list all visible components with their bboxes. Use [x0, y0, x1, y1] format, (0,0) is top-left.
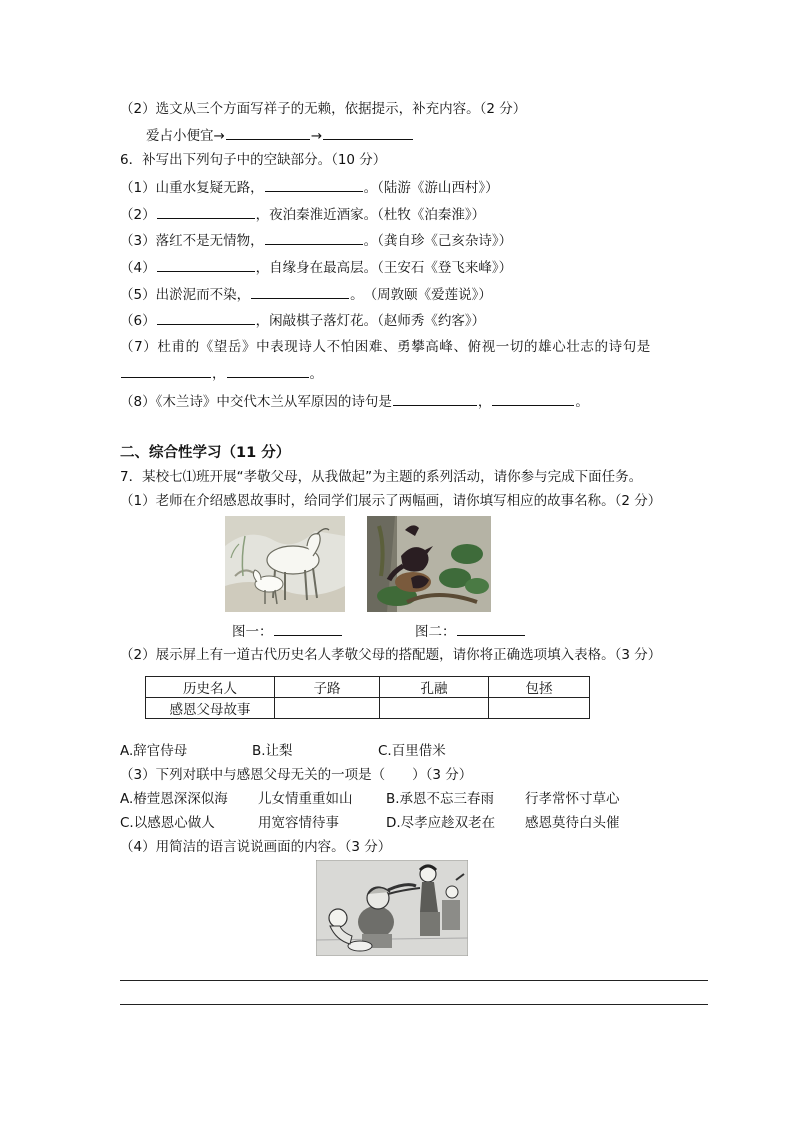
q6-item-5-pre: （5）出淤泥而不染， [120, 287, 251, 303]
q6-item-7-blank-2[interactable] [227, 364, 309, 378]
q6-item-3 [120, 231, 512, 250]
option-a: A.辞官侍母 [120, 743, 188, 759]
matching-table [145, 676, 590, 719]
table-header-row [146, 677, 590, 698]
q6-item-7: （7）杜甫的《望岳》中表现诗人不怕困难、勇攀高峰、俯视一切的雄心壮志的诗句是 [120, 339, 651, 355]
figure-2-label: 图二： [415, 624, 456, 640]
table-header-cell: 孔融 [380, 677, 489, 698]
q6-item-2-blank[interactable] [157, 205, 255, 219]
figure-1-blank[interactable] [274, 622, 342, 636]
q7-sub-4: （4）用简洁的语言说说画面的内容。（3 分） [120, 839, 392, 855]
couplet-d-2: 感恩莫待白头催 [525, 815, 620, 831]
couplet-b-1: B.承恩不忘三春雨 [386, 791, 495, 807]
q7-sub-1: （1）老师在介绍感恩故事时，给同学们展示了两幅画，请你填写相应的故事名称。（2 分） [120, 493, 662, 509]
answer-line-1[interactable] [120, 980, 708, 981]
q6-item-8-sep: ， [477, 394, 492, 410]
q6-item-7-end: 。 [309, 366, 323, 382]
q6-item-8 [120, 392, 589, 411]
table-answer-cell-baozheng[interactable] [489, 698, 590, 719]
table-header-cell: 历史名人 [146, 677, 275, 698]
q5-2-prompt: （2）选文从三个方面写祥子的无赖，依据提示，补充内容。（2 分） [120, 101, 527, 117]
q6-title: 6．补写出下列句子中的空缺部分。（10 分） [120, 152, 387, 168]
q6-item-2-post: ，夜泊秦淮近酒家。（杜牧《泊秦淮》） [255, 207, 486, 223]
answer-line-2[interactable] [120, 1004, 708, 1005]
q6-item-4-blank[interactable] [157, 258, 255, 272]
couplet-a-2: 儿女情重重如山 [258, 791, 353, 807]
q6-item-6-post: ，闲敲棋子落灯花。（赵师秀《约客》） [255, 313, 486, 329]
q6-item-3-pre: （3）落红不是无情物， [120, 233, 264, 249]
q6-item-3-blank[interactable] [265, 231, 363, 245]
q6-item-1-pre: （1）山重水复疑无路， [120, 180, 264, 196]
figure-3-family-cartoon [316, 860, 468, 956]
q6-item-7-blank-1[interactable] [121, 364, 211, 378]
q6-item-7-sep: ， [212, 366, 226, 382]
q5-2-blank-2[interactable] [323, 126, 413, 140]
couplet-c-2: 用宽容情待事 [258, 815, 339, 831]
q5-2-hint: 爱占小便宜→ [146, 128, 225, 144]
q6-item-5-blank[interactable] [251, 285, 349, 299]
q6-item-1 [120, 178, 499, 197]
figure-2-caption [415, 622, 526, 641]
table-header-cell: 包拯 [489, 677, 590, 698]
q6-item-6-pre: （6） [120, 313, 156, 329]
q6-item-2 [120, 205, 485, 224]
table-answer-cell-kongrong[interactable] [380, 698, 489, 719]
figure-1-caption [232, 622, 343, 641]
q6-item-5 [120, 285, 492, 304]
q7-sub-3: （3）下列对联中与感恩父母无关的一项是（ ）（3 分） [120, 767, 473, 783]
option-c: C.百里借米 [378, 743, 446, 759]
q6-item-6 [120, 311, 485, 330]
q6-item-4-post: ，自缘身在最高层。（王安石《登飞来峰》） [255, 260, 513, 276]
q7-title: 7．某校七⑴班开展“孝敬父母，从我做起”为主题的系列活动，请你参与完成下面任务。 [120, 469, 643, 485]
q6-item-6-blank[interactable] [157, 311, 255, 325]
figure-1-label: 图一： [232, 624, 273, 640]
q7-sub-2: （2）展示屏上有一道古代历史名人孝敬父母的搭配题，请你将正确选项填入表格。（3 分） [120, 647, 662, 663]
figure-1-goat-painting [225, 516, 345, 612]
figure-2-blank[interactable] [457, 622, 525, 636]
table-answer-cell-zilu[interactable] [275, 698, 380, 719]
table-header-cell: 子路 [275, 677, 380, 698]
table-row [146, 698, 590, 719]
table-row-label: 感恩父母故事 [146, 698, 275, 719]
q5-2-arrow: → [310, 128, 323, 144]
q6-item-2-pre: （2） [120, 207, 156, 223]
q6-item-1-post: 。（陆游《游山西村》） [363, 180, 499, 196]
couplet-c-1: C.以感恩心做人 [120, 815, 215, 831]
q6-item-8-end: 。 [575, 394, 589, 410]
couplet-d-1: D.尽孝应趁双老在 [386, 815, 496, 831]
q6-item-1-blank[interactable] [265, 178, 363, 192]
q6-item-5-post: 。 （周敦颐《爱莲说》） [350, 287, 492, 303]
q6-item-8-blank-2[interactable] [492, 392, 574, 406]
couplet-a-1: A.椿萱恩深深似海 [120, 791, 228, 807]
q6-item-4-pre: （4） [120, 260, 156, 276]
section-2-heading: 二、综合性学习（11 分） [120, 445, 291, 461]
option-b: B.让梨 [252, 743, 293, 759]
couplet-b-2: 行孝常怀寸草心 [525, 791, 620, 807]
q5-2-blank-1[interactable] [226, 126, 310, 140]
q6-item-7-answer [120, 364, 323, 383]
q6-item-8-blank-1[interactable] [393, 392, 477, 406]
q6-item-4 [120, 258, 512, 277]
q6-item-8-pre: （8）《木兰诗》中交代木兰从军原因的诗句是 [120, 394, 392, 410]
figure-2-crow-painting [367, 516, 491, 612]
q5-2-answer-line [146, 126, 414, 145]
q6-item-3-post: 。（龚自珍《己亥杂诗》） [363, 233, 513, 249]
